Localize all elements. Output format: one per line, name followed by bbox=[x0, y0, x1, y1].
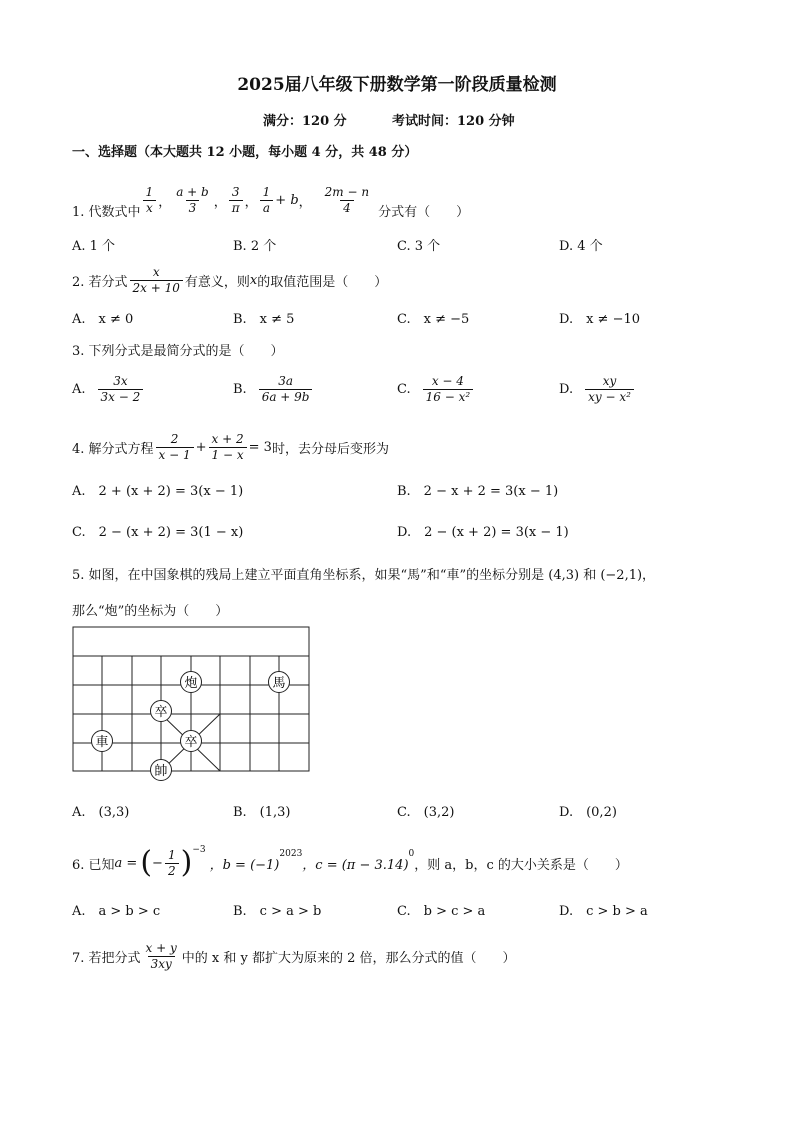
q3-option-c[interactable] bbox=[397, 374, 475, 405]
denominator: 16 − x² bbox=[423, 389, 474, 405]
q1-fraction-4 bbox=[260, 185, 274, 216]
option-label: D. bbox=[559, 382, 574, 397]
numerator: 2m − n bbox=[324, 184, 370, 199]
q1-option-b[interactable]: B. 2 个 bbox=[233, 239, 277, 254]
q6-option-d[interactable]: D. c > b > a bbox=[559, 904, 648, 919]
q6-option-c[interactable]: C. b > c > a bbox=[397, 904, 486, 919]
full-score: 满分：120 分 bbox=[263, 114, 347, 129]
q1-suffix: 分式有（ ） bbox=[378, 205, 470, 220]
q7-fraction bbox=[143, 941, 180, 972]
exam-time: 考试时间：120 分钟 bbox=[392, 114, 515, 129]
denominator: 1 − x bbox=[209, 447, 247, 463]
q1-fraction-3 bbox=[229, 185, 243, 216]
q2-option-d[interactable]: D. x ≠ −10 bbox=[559, 312, 641, 327]
q6-c-expr: ，c = (π − 3.14) bbox=[302, 857, 409, 873]
numerator: 3a bbox=[278, 374, 293, 388]
piece-ma-label: 馬 bbox=[272, 676, 286, 691]
q2-mid: 有意义，则 bbox=[184, 274, 250, 290]
piece-che-label: 車 bbox=[95, 735, 109, 750]
numerator: 3x bbox=[113, 374, 128, 388]
q2-option-a[interactable]: A. x ≠ 0 bbox=[72, 312, 134, 327]
q2-var: x bbox=[249, 272, 258, 288]
denominator: 3xy bbox=[148, 956, 175, 972]
section-title: 一、选择题（本大题共 12 小题，每小题 4 分，共 48 分） bbox=[72, 145, 418, 160]
numerator: x bbox=[152, 264, 160, 279]
question-1 bbox=[72, 178, 469, 222]
numerator: 1 bbox=[145, 184, 154, 199]
numerator: a + b bbox=[176, 184, 209, 199]
question-3: 3. 下列分式是最简分式的是（ ） bbox=[72, 344, 284, 359]
piece-shuai bbox=[151, 760, 172, 781]
numerator: 3 bbox=[231, 184, 240, 199]
question-2 bbox=[72, 262, 387, 298]
denominator: 2 bbox=[165, 863, 179, 879]
denominator: 4 bbox=[340, 200, 354, 216]
option-fraction bbox=[585, 374, 634, 405]
q4-suffix: 时，去分母后变形为 bbox=[271, 441, 389, 457]
numerator: 2 bbox=[170, 431, 179, 446]
q2-option-b[interactable]: B. x ≠ 5 bbox=[233, 312, 295, 327]
q3-option-d[interactable] bbox=[559, 374, 636, 405]
numerator: 1 bbox=[262, 184, 271, 199]
q6-option-a[interactable]: A. a > b > c bbox=[72, 904, 161, 919]
piece-zu-1 bbox=[151, 701, 172, 722]
denominator: 2x + 10 bbox=[130, 280, 183, 296]
q5-option-a[interactable]: A. (3,3) bbox=[72, 805, 130, 820]
denominator: 3x − 2 bbox=[98, 389, 144, 405]
q3-option-b[interactable] bbox=[233, 374, 314, 405]
option-label: B. bbox=[233, 382, 247, 397]
q6-b-expr: ，b = (−1) bbox=[209, 857, 280, 873]
piece-pao-label: 炮 bbox=[184, 676, 198, 691]
q6-a-fraction bbox=[165, 848, 179, 879]
denominator: 3 bbox=[186, 200, 200, 216]
piece-che bbox=[92, 731, 113, 752]
page-title: 2025届八年级下册数学第一阶段质量检测 bbox=[237, 75, 557, 95]
open-paren: ( bbox=[140, 845, 153, 880]
q6-a-exponent: −3 bbox=[192, 845, 206, 855]
q1-fraction-1 bbox=[143, 185, 157, 216]
q1-fraction-2 bbox=[173, 185, 212, 216]
option-label: C. bbox=[397, 382, 411, 397]
numerator: x + y bbox=[145, 940, 177, 955]
question-6 bbox=[72, 841, 628, 885]
question-5-line-1: 5. 如图，在中国象棋的残局上建立平面直角坐标系，如果“馬”和“車”的坐标分别是 (4,3) 和 (−2,1)， bbox=[72, 568, 656, 583]
denominator: x bbox=[143, 200, 156, 216]
denominator: a bbox=[260, 200, 273, 216]
q6-option-b[interactable]: B. c > a > b bbox=[233, 904, 322, 919]
minus-sign: − bbox=[152, 855, 163, 871]
q4-prefix: 4. 解分式方程 bbox=[72, 441, 154, 457]
q6-b-exponent: 2023 bbox=[279, 849, 303, 859]
q6-c-exponent: 0 bbox=[408, 849, 415, 859]
numerator: 1 bbox=[167, 847, 176, 862]
q6-a-expr: a = bbox=[114, 855, 138, 871]
q4-option-d[interactable]: D. 2 − (x + 2) = 3(x − 1) bbox=[397, 525, 569, 540]
q2-suffix: 的取值范围是（ ） bbox=[257, 274, 388, 290]
denominator: 6a + 9b bbox=[259, 389, 313, 405]
q4-fraction-1 bbox=[156, 432, 194, 463]
option-label: A. bbox=[72, 382, 86, 397]
q3-option-a[interactable] bbox=[72, 374, 145, 405]
chess-board-figure bbox=[70, 625, 314, 785]
piece-shuai-label: 帥 bbox=[154, 764, 168, 779]
q4-fraction-2 bbox=[209, 432, 247, 463]
q2-option-c[interactable]: C. x ≠ −5 bbox=[397, 312, 470, 327]
option-fraction bbox=[259, 374, 313, 405]
piece-zu-label: 卒 bbox=[154, 705, 168, 720]
q5-option-d[interactable]: D. (0,2) bbox=[559, 805, 617, 820]
option-fraction bbox=[98, 374, 144, 405]
question-4 bbox=[72, 427, 389, 467]
piece-pao bbox=[181, 672, 202, 693]
q5-option-b[interactable]: B. (1,3) bbox=[233, 805, 291, 820]
piece-zu-label: 卒 bbox=[184, 735, 198, 750]
numerator: xy bbox=[602, 374, 617, 388]
close-paren: ) bbox=[180, 845, 193, 880]
option-fraction bbox=[423, 374, 474, 405]
q4-equals: = 3 bbox=[248, 439, 272, 455]
piece-zu-2 bbox=[181, 731, 202, 752]
q4-option-c[interactable]: C. 2 − (x + 2) = 3(1 − x) bbox=[72, 525, 244, 540]
denominator: x − 1 bbox=[156, 447, 194, 463]
q7-suffix: 中的 x 和 y 都扩大为原来的 2 倍，那么分式的值（ ） bbox=[181, 950, 516, 966]
q1-option-a[interactable]: A. 1 个 bbox=[72, 239, 116, 254]
comma: ， bbox=[213, 194, 227, 210]
q1-option-d[interactable]: D. 4 个 bbox=[559, 239, 603, 254]
piece-ma bbox=[269, 672, 290, 693]
q4-option-b[interactable]: B. 2 − x + 2 = 3(x − 1) bbox=[397, 484, 559, 499]
comma: ， bbox=[298, 194, 312, 210]
comma: ， bbox=[158, 194, 172, 210]
q5-option-c[interactable]: C. (3,2) bbox=[397, 805, 455, 820]
question-5-line-2: 那么“炮”的坐标为（ ） bbox=[72, 604, 229, 619]
numerator: x − 4 bbox=[431, 374, 464, 388]
denominator: xy − x² bbox=[585, 389, 634, 405]
question-7 bbox=[72, 936, 516, 976]
q1-option-c[interactable]: C. 3 个 bbox=[397, 239, 441, 254]
numerator: x + 2 bbox=[211, 431, 244, 446]
q1-prefix: 1. 代数式中 bbox=[72, 205, 141, 220]
q2-prefix: 2. 若分式 bbox=[72, 274, 128, 290]
q4-plus: + bbox=[195, 439, 207, 455]
q4-option-a[interactable]: A. 2 + (x + 2) = 3(x − 1) bbox=[72, 484, 244, 499]
comma: ， bbox=[244, 194, 258, 210]
q2-fraction bbox=[130, 265, 183, 296]
q7-prefix: 7. 若把分式 bbox=[72, 950, 141, 966]
q1-plus-b: + b bbox=[275, 192, 299, 208]
q6-suffix: ，则 a，b，c 的大小关系是（ ） bbox=[414, 857, 628, 873]
q1-fraction-5 bbox=[322, 185, 372, 216]
denominator: π bbox=[229, 200, 243, 216]
q6-prefix: 6. 已知 bbox=[72, 857, 115, 873]
